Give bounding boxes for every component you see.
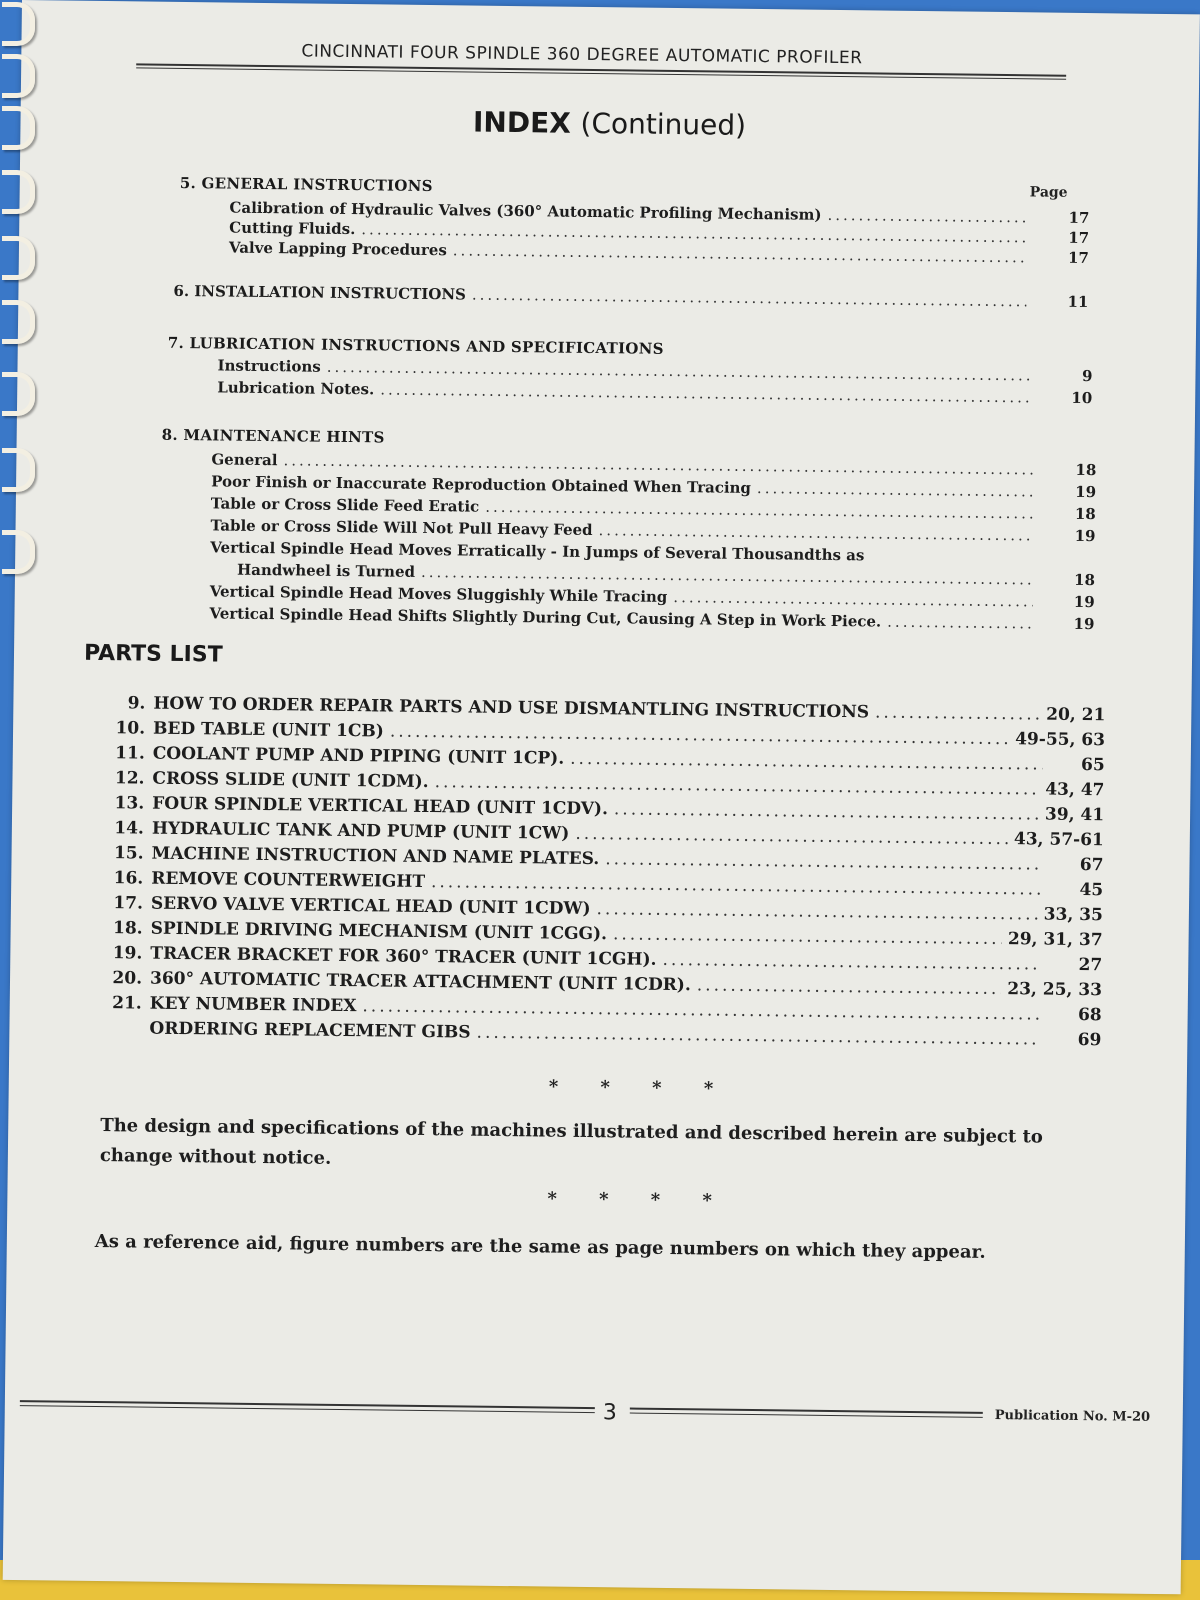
leader-dots — [390, 722, 1010, 750]
leader-dots — [827, 206, 1027, 226]
entry-page: 18 — [1074, 570, 1096, 590]
separator-stars: * * * * — [547, 1188, 730, 1212]
leader-dots — [380, 380, 1030, 406]
spiral-binding — [0, 0, 34, 1600]
entry-text: Vertical Spindle Head Moves Sluggishly While Tracing — [209, 582, 668, 606]
section-heading-general-instructions: 5. GENERAL INSTRUCTIONS — [179, 173, 433, 196]
page-number: 3 — [602, 1400, 617, 1426]
running-header: CINCINNATI FOUR SPINDLE 360 DEGREE AUTOMATIC PROFILER — [301, 41, 863, 69]
entry-text: Vertical Spindle Head Shifts Slightly During Cut, Causing A Step in Work Piece. — [209, 604, 882, 631]
leader-dots — [662, 950, 1040, 975]
item-text: 360° AUTOMATIC TRACER ATTACHMENT (UNIT 1CDR). — [149, 968, 691, 996]
leader-dots — [485, 498, 1034, 523]
item-text: REMOVE COUNTERWEIGHT — [151, 868, 426, 892]
entry-page: 17 — [1067, 248, 1090, 268]
leader-dots — [575, 824, 1008, 849]
item-text: TRACER BRACKET FOR 360° TRACER (UNIT 1CGH). — [150, 943, 657, 970]
leader-dots — [476, 1023, 1039, 1050]
item-page: 27 — [1078, 954, 1103, 976]
document-page — [3, 0, 1200, 1594]
entry-page: 17 — [1068, 228, 1090, 248]
item-text: COOLANT PUMP AND PIPING (UNIT 1CP). — [152, 743, 565, 769]
item-number: 18. — [112, 918, 143, 939]
item-page: 29, 31, 37 — [1007, 929, 1103, 951]
item-number: 10. — [115, 718, 146, 739]
item-number: 19. — [112, 943, 143, 964]
item-text: CROSS SLIDE (UNIT 1CDM). — [152, 768, 429, 793]
leader-dots — [697, 975, 1002, 999]
entry-text: Instructions — [217, 356, 321, 376]
binding-ring — [2, 300, 35, 344]
entry-text: Cutting Fluids. — [229, 218, 356, 239]
leader-dots — [757, 479, 1034, 500]
item-number: 16. — [113, 868, 144, 889]
entry-page: 19 — [1073, 614, 1095, 634]
item-number: 13. — [114, 793, 145, 814]
section-heading-text: 6. INSTALLATION INSTRUCTIONS — [173, 281, 467, 304]
section-heading-lubrication: 7. LUBRICATION INSTRUCTIONS AND SPECIFICATIONS — [167, 333, 664, 358]
item-text: HYDRAULIC TANK AND PUMP (UNIT 1CW) — [151, 818, 570, 844]
item-text: SERVO VALVE VERTICAL HEAD (UNIT 1CDW) — [150, 893, 591, 920]
item-page: 67 — [1079, 854, 1104, 876]
entry-text: Lubrication Notes. — [217, 378, 375, 399]
section-heading-maintenance-hints: 8. MAINTENANCE HINTS — [161, 425, 385, 447]
leader-dots — [435, 772, 1040, 799]
item-text: MACHINE INSTRUCTION AND NAME PLATES. — [151, 843, 600, 870]
item-page: 20, 21 — [1046, 704, 1106, 726]
entry-text: Table or Cross Slide Will Not Pull Heavy Feed — [210, 516, 593, 540]
footer-rule-right-thin — [630, 1413, 983, 1418]
entry-text: General — [211, 450, 278, 470]
entry-page: 10 — [1071, 388, 1093, 408]
binding-ring — [2, 530, 35, 574]
item-number: 11. — [115, 743, 145, 764]
index-title-suffix: (Continued) — [580, 106, 747, 142]
item-page: 43, 57-61 — [1013, 829, 1104, 851]
entry-text: Valve Lapping Procedures — [228, 238, 447, 260]
binding-ring — [2, 106, 35, 150]
item-page: 39, 41 — [1044, 804, 1105, 826]
leader-dots — [614, 799, 1039, 824]
item-text: BED TABLE (UNIT 1CB) — [152, 718, 385, 742]
publication-number: Publication No. M-20 — [994, 1407, 1151, 1425]
leader-dots — [613, 924, 1002, 949]
entry-page: 19 — [1073, 592, 1095, 612]
item-page: 23, 25, 33 — [1007, 979, 1103, 1001]
item-text: FOUR SPINDLE VERTICAL HEAD (UNIT 1CDV). — [152, 793, 609, 820]
entry-text: Poor Finish or Inaccurate Reproduction Obtained When Tracing — [211, 472, 752, 497]
parts-list-title: PARTS LIST — [83, 640, 223, 668]
binding-ring — [2, 54, 35, 98]
item-page: 65 — [1080, 754, 1105, 776]
item-number: 14. — [114, 818, 145, 839]
binding-ring — [2, 170, 35, 214]
leader-dots — [472, 286, 1027, 311]
page-column-label: Page — [1029, 184, 1068, 201]
leader-dots — [362, 996, 1039, 1024]
index-title-main: INDEX — [472, 105, 572, 140]
item-number: 17. — [113, 893, 144, 914]
item-text: HOW TO ORDER REPAIR PARTS AND USE DISMANTLING INSTRUCTIONS — [153, 693, 870, 723]
entry-text: Calibration of Hydraulic Valves (360° Automatic Profiling Mechanism) — [229, 198, 822, 224]
entry-text: Handwheel is Turned — [236, 560, 416, 581]
item-page: 33, 35 — [1043, 904, 1104, 926]
item-text: SPINDLE DRIVING MECHANISM (UNIT 1CGG). — [150, 918, 608, 945]
leader-dots — [875, 702, 1040, 724]
leader-dots — [421, 563, 1033, 588]
binding-ring — [2, 448, 35, 492]
item-number: 15. — [113, 843, 144, 864]
entry-page: 19 — [1075, 482, 1097, 502]
leader-dots — [673, 588, 1033, 610]
entry-page: 17 — [1068, 208, 1090, 228]
item-page: 69 — [1077, 1029, 1102, 1051]
item-number: 20. — [112, 968, 143, 989]
entry-text: Vertical Spindle Head Moves Erratically - In Jumps of Several Thousandths as — [210, 538, 865, 565]
separator-stars: * * * * — [548, 1076, 732, 1100]
item-page: 45 — [1079, 879, 1104, 901]
leader-dots — [605, 849, 1041, 874]
binding-ring — [2, 236, 35, 280]
item-number: 9. — [127, 693, 146, 714]
item-number: 21. — [112, 993, 142, 1014]
leader-dots — [887, 613, 1032, 633]
item-page: 43, 47 — [1045, 779, 1105, 801]
leader-dots — [570, 749, 1043, 775]
entry-page: 19 — [1074, 526, 1096, 546]
index-title — [20, 100, 1198, 147]
entry-page: 11 — [1067, 292, 1089, 312]
leader-dots — [431, 872, 1041, 899]
disclaimer-note: The design and specifications of the machines illustrated and described herein are subject to change without notice. — [99, 1115, 1043, 1169]
entry-page: 9 — [1081, 366, 1093, 386]
item-number: 12. — [114, 768, 145, 789]
leader-dots — [598, 521, 1033, 544]
item-page: 49-55, 63 — [1015, 729, 1106, 751]
reference-note: As a reference aid, figure numbers are the same as page numbers on which they appear. — [94, 1230, 986, 1263]
item-page: 68 — [1077, 1004, 1102, 1026]
entry-text: Table or Cross Slide Feed Eratic — [210, 494, 480, 516]
binding-ring — [2, 2, 35, 46]
binding-ring — [2, 372, 35, 416]
section-heading-installation-instructions — [173, 282, 1088, 311]
entry-page: 18 — [1074, 504, 1096, 524]
leader-dots — [596, 899, 1037, 924]
entry-page: 18 — [1075, 460, 1097, 480]
item-text: KEY NUMBER INDEX — [149, 993, 357, 1017]
item-text: ORDERING REPLACEMENT GIBS — [149, 1018, 471, 1043]
